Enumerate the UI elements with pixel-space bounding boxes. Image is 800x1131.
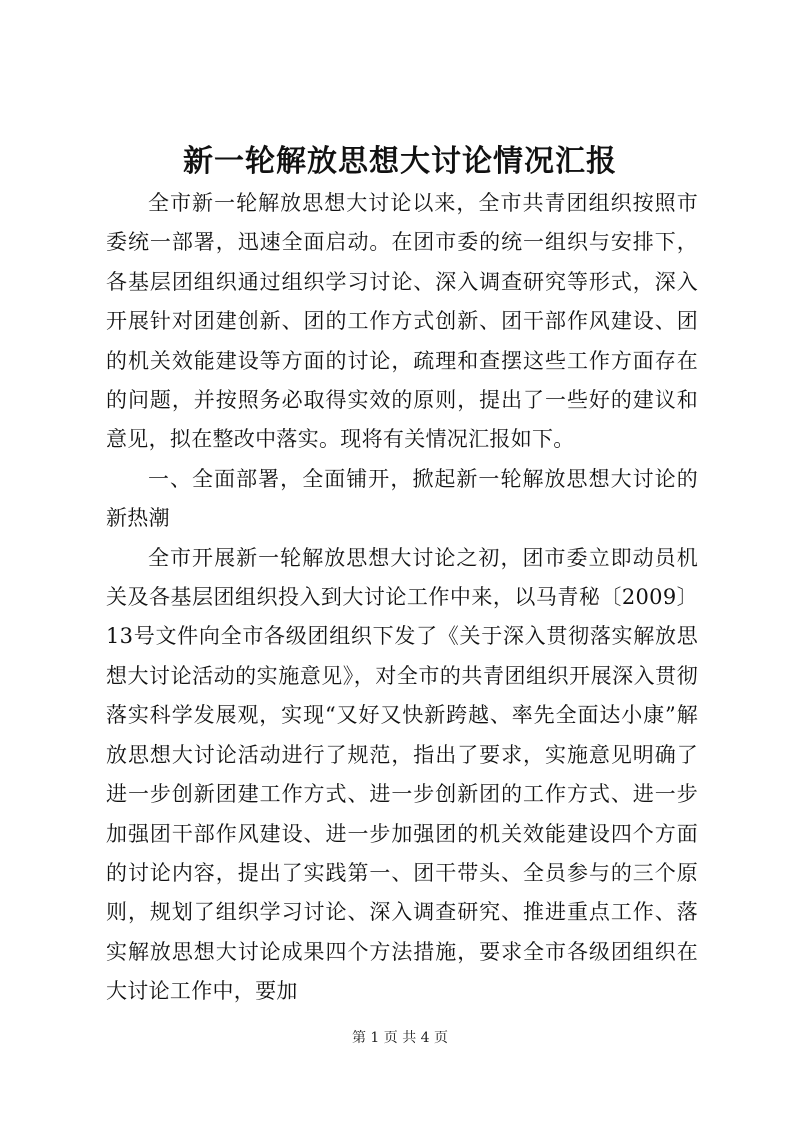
document-title: 新一轮解放思想大讨论情况汇报 [183, 144, 617, 179]
paragraph-intro: 全市新一轮解放思想大讨论以来，全市共青团组织按照市委统一部署，迅速全面启动。在团市委的统一组织与安排下，各基层团组织通过组织学习讨论、深入调查研究等形式，深入开展针对团建创新、团的工作方式创新、团干部作风建设、团的机关效能建设等方面的讨论，疏理和查摆这些工作方面存在的问题，并按照务必取得实效的原则，提出了一些好的建议和意见，拟在整改中落实。现将有关情况汇报如下。 [106, 191, 698, 452]
page-number-footer: 第 1 页 共 4 页 [351, 1030, 449, 1046]
document-body [106, 184, 698, 1012]
paragraph-section-body: 全市开展新一轮解放思想大讨论之初，团市委立即动员机关及各基层团组织投入到大讨论工作中来，以马青秘〔2009〕13号文件向全市各级团组织下发了《关于深入贯彻落实解放思想大讨论活动的实施意见》，对全市的共青团组织开展深入贯彻落实科学发展观，实现“又好又快新跨越、率先全面达小康”解放思想大讨论活动进行了规范，指出了要求，实施意见明确了进一步创新团建工作方式、进一步创新团的工作方式、进一步加强团干部作风建设、进一步加强团的机关效能建设四个方面的讨论内容，提出了实践第一、团干带头、全员参与的三个原则，规划了组织学习讨论、深入调查研究、推进重点工作、落实解放思想大讨论成果四个方法措施，要求全市各级团组织在大讨论工作中，要加 [106, 545, 698, 1004]
paragraph-section-heading: 一、全面部署，全面铺开，掀起新一轮解放思想大讨论的新热潮 [106, 466, 698, 531]
